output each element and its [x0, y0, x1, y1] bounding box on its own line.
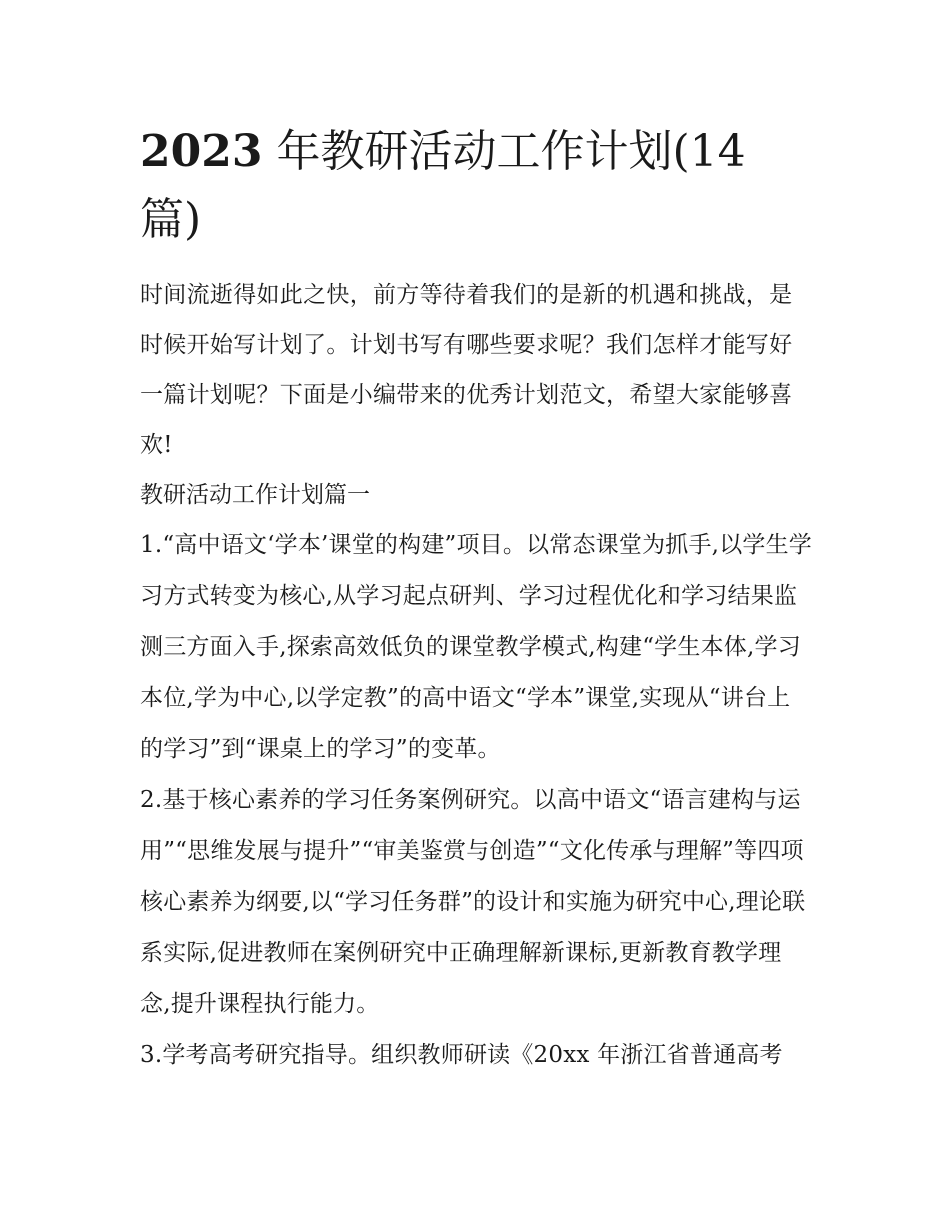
document-title — [140, 118, 812, 254]
list-item: 1.“高中语文‘学本’课堂的构建”项目。以常态课堂为抓手,以学生学习方式转变为核心,从学习起点研判、学习过程优化和学习结果监测三方面入手,探索高效低负的课堂教学模式,构建“学生本体,学习本位,学为中心,以学定教”的高中语文“学本”课堂,实现从“讲台上的学习”到“课桌上的学习”的变革。 — [140, 532, 812, 762]
list-item: 3.学考高考研究指导。组织教师研读《20xx 年浙江省普通高考 — [140, 1042, 783, 1068]
title-text: 年教研活动工作计划(14 篇) — [140, 126, 746, 245]
list-item: 2.基于核心素养的学习任务案例研究。以高中语文“语言建构与运用”“思维发展与提升”“审美鉴赏与创造”“文化传承与理解”等四项核心素养为纲要,以“学习任务群”的设计和实施为研究中心,理论联系实际,促进教师在案例研究中正确理解新课标,更新教育教学理念,提升课程执行能力。 — [140, 787, 806, 1017]
title-year: 2023 — [140, 126, 263, 177]
section-heading: 教研活动工作计划篇一 — [140, 482, 370, 508]
intro-paragraph: 时间流逝得如此之快，前方等待着我们的是新的机遇和挑战，是时候开始写计划了。计划书写有哪些要求呢？我们怎样才能写好一篇计划呢？下面是小编带来的优秀计划范文，希望大家能够喜欢! — [140, 282, 793, 458]
document-page — [140, 118, 812, 1081]
